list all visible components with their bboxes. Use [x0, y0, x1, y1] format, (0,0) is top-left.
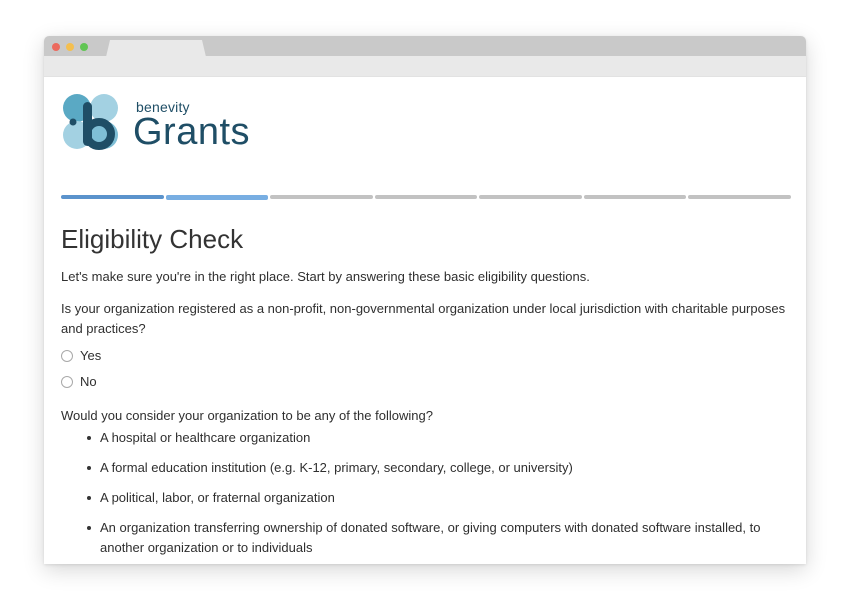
radio-button-icon[interactable]: [61, 350, 73, 362]
zoom-window-button[interactable]: [80, 43, 88, 51]
brand-wordmark-grants: Grants: [133, 111, 251, 153]
browser-titlebar: [44, 36, 806, 56]
minimize-window-button[interactable]: [66, 43, 74, 51]
list-item: An organization transferring ownership of donated software, or giving computers with donated software installed, to another organization or to individuals: [84, 518, 784, 558]
radio-button-icon[interactable]: [61, 376, 73, 388]
intro-text: Let's make sure you're in the right place. Start by answering these basic eligibility questions.: [61, 269, 590, 284]
list-item: A formal education institution (e.g. K-12, primary, secondary, college, or university): [84, 458, 784, 478]
list-item: A hospital or healthcare organization: [84, 428, 784, 448]
radio-label: No: [80, 374, 97, 389]
progress-step-2: [166, 195, 269, 200]
progress-step-6: [584, 195, 687, 199]
brand-wordmark-small: benevity: [136, 99, 190, 115]
list-item: A political, labor, or fraternal organization: [84, 488, 784, 508]
progress-step-7: [688, 195, 791, 199]
progress-step-5: [479, 195, 582, 199]
page-title: Eligibility Check: [61, 224, 244, 254]
benevity-logo-icon: [61, 92, 121, 152]
browser-tab[interactable]: [106, 40, 206, 57]
organization-type-list: [84, 428, 784, 564]
radio-option-yes[interactable]: [61, 348, 101, 363]
browser-toolbar: [44, 56, 806, 77]
close-window-button[interactable]: [52, 43, 60, 51]
radio-option-no[interactable]: [61, 374, 97, 389]
progress-step-1: [61, 195, 164, 199]
progress-step-4: [375, 195, 478, 199]
browser-window: [44, 36, 806, 564]
question-organization-type: Would you consider your organization to be any of the following?: [61, 408, 433, 423]
progress-step-3: [270, 195, 373, 199]
radio-label: Yes: [80, 348, 102, 363]
progress-bar: [61, 195, 791, 200]
question-nonprofit: Is your organization registered as a non-profit, non-governmental organization under local jurisdiction with charitable purposes and practices?: [61, 301, 786, 336]
page-content: [44, 77, 806, 564]
